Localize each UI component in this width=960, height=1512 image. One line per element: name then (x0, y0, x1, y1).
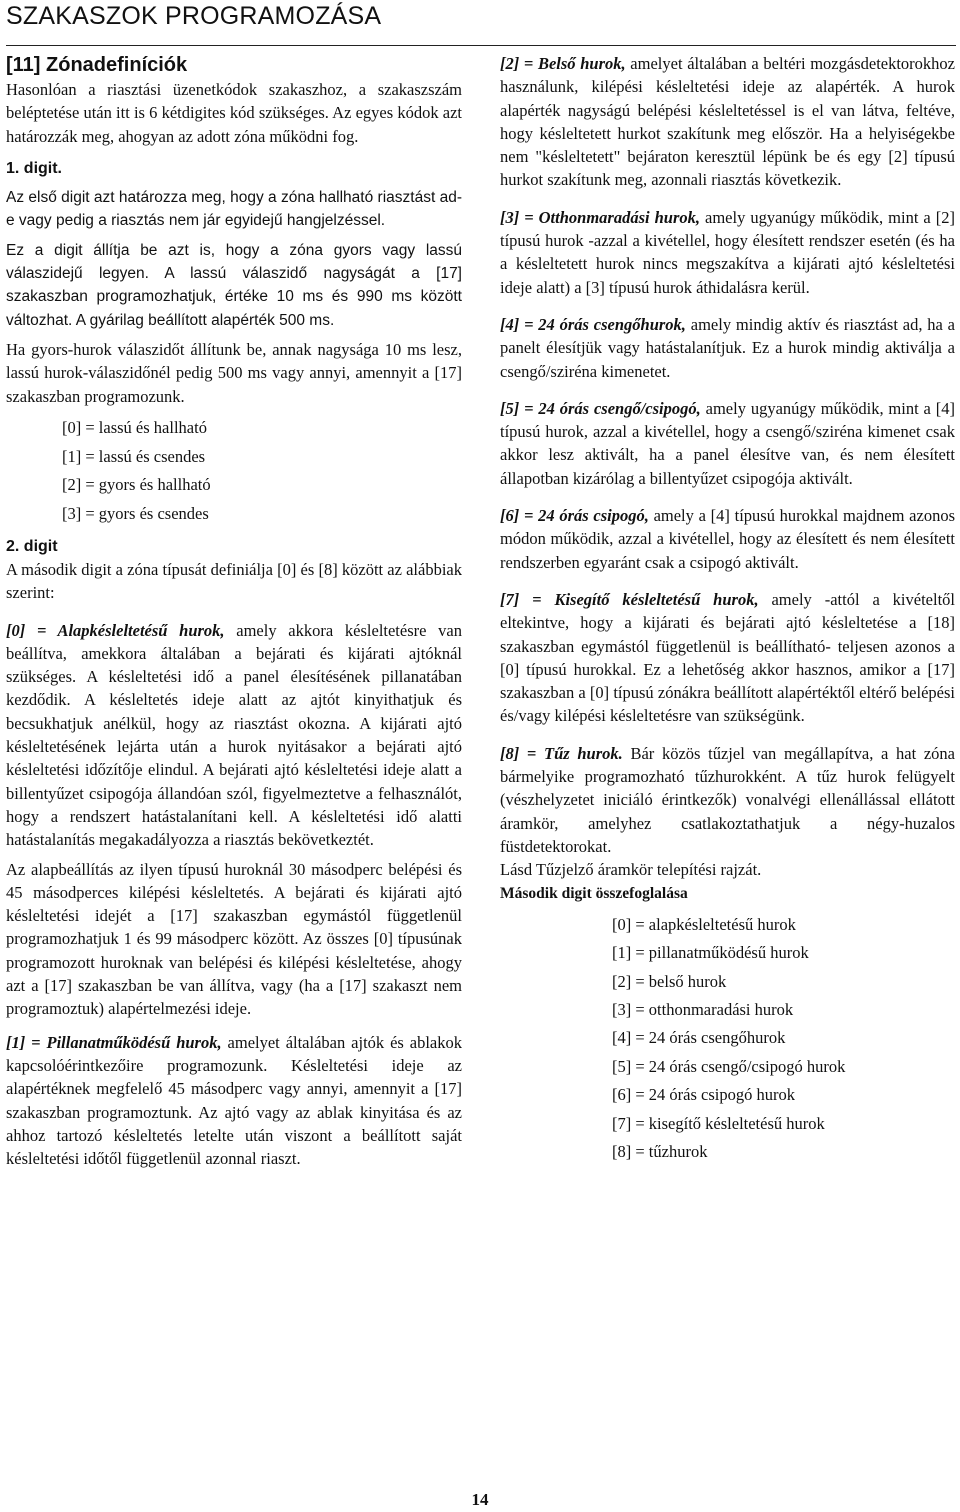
page-number: 14 (471, 1490, 489, 1509)
def7-term: [7] = Kisegítő késleltetésű hurok, (500, 589, 759, 609)
def7-paragraph (500, 588, 955, 728)
summary-item: [6] = 24 órás csipogó hurok (612, 1085, 795, 1105)
def2-paragraph (500, 52, 955, 192)
summary-item: [8] = tűzhurok (612, 1142, 708, 1162)
def6-term: [6] = 24 órás csipogó, (500, 506, 649, 526)
def0-paragraph-2: Az alapbeállítás az ilyen típusú huroknál 30 másodperc belépési és 45 másodperces kilépési késleltetés. A bejárati és kijárati ajtó késleltetési idejét a [17] szakaszban egymástól függetlenül programozhatjuk 1 és 99 másodperc között. Az összes [0] típusúnak programozott huroknak van belépési és kilépési késleltetése, ahogy azt a [17] szakaszban be van állítva, vagy (ha a [17] szakaszt nem programoztuk) alapértelmezési ideje. (6, 859, 462, 1019)
def3-text: amely ugyanúgy működik, mint a [2] típusú hurok -azzal a kivétellel, hogy élesített rendszer esetén (és ha a késleltetett hurok nincs megszakítva a kijárati ajtó késleltetési ideje alatt) a [3] típusú hurok áthidalásra kerül. (500, 207, 955, 297)
def5-paragraph (500, 397, 955, 490)
digit1-paragraph-2: Ez a digit állítja be azt is, hogy a zóna gyors vagy lassú válaszidejű legyen. A lassú válaszidő nagyságát a [17] szakaszban programozhatjuk, értéke 10 ms és 990 ms között változhat. A gyárilag beállított alapérték 500 ms. (6, 241, 462, 329)
digit1-title: 1. digit. (6, 159, 62, 177)
digit1-paragraph-3: Ha gyors-hurok válaszidőt állítunk be, annak nagysága 10 ms lesz, lassú hurok-válaszidőnél pedig 500 ms vagy annyi, amennyit a [17] szakaszban programozunk. (6, 339, 462, 406)
def8-reference: Lásd Tűzjelző áramkör telepítési rajzát. (500, 860, 762, 880)
def4-term: [4] = 24 órás csengőhurok, (500, 314, 686, 334)
def4-paragraph (500, 313, 955, 383)
def8-paragraph (500, 742, 955, 858)
summary-item: [0] = alapkésleltetésű hurok (612, 914, 796, 934)
header-rule (6, 45, 956, 46)
summary-item: [5] = 24 órás csengő/csipogó hurok (612, 1056, 846, 1076)
intro-paragraph: Hasonlóan a riasztási üzenetkódok szakaszhoz, a szakaszszám beléptetése után itt is 6 kétdigites kód szükséges. Az egyes kódok azt határozzák meg, ahogyan az adott zóna működni fog. (6, 80, 462, 146)
def2-text: amelyet általában a beltéri mozgásdetektorokhoz használunk, kilépési késleltetési ideje az alapérték. A hurok alapérték nagyságú belépési késleltetéssel is el van látva, feltéve, hogy késleltetett hurkot szakítunk meg először. Ha a helyiségekbe nem "késleltetett" bejáraton keresztül lépünk be és egy [2] típusú hurkot szakítunk meg, azonnali riasztás következik. (500, 54, 956, 190)
digit2-title: 2. digit (6, 537, 58, 555)
digit1-option: [1] = lassú és csendes (62, 446, 206, 466)
def2-term: [2] = Belső hurok, (500, 54, 626, 73)
def0-term: [0] = Alapkésleltetésű hurok, (6, 620, 225, 640)
def8-term: [8] = Tűz hurok. (500, 743, 623, 763)
digit1-options-list (62, 414, 462, 529)
def6-text: amely a [4] típusú hurokkal majdnem azonos módon működik, azzal a kivétellel, hogy az élesített és nem élesített rendszerben egyaránt csak a csipogó aktivált. (500, 506, 956, 572)
def3-term: [3] = Otthonmaradási hurok, (500, 207, 700, 227)
def7-text: amely -attól a kivételtől eltekintve, hogy a kijárati és bejárati ajtó késleltetése a [18] szakaszban egymástól függetlenül is beállítható- teljesen azonos a [0] típusú hurokkal. Ez a lehetőség akkor hasznos, amikor a [17] szakaszban a [0] típusú zónákra beállított alapértéktől eltérő belépési és/vagy kilépési késleltetésre van szükségünk. (500, 589, 955, 726)
summary-item: [4] = 24 órás csengőhurok (612, 1028, 786, 1048)
digit1-option: [2] = gyors és hallható (62, 475, 211, 495)
digit1-option: [0] = lassú és hallható (62, 417, 207, 437)
def3-paragraph (500, 206, 955, 299)
def1-text: amelyet általában ajtók és ablakok kapcsolóérintkezőire programozunk. Késleltetési ideje az alapértéknek megfelelő 45 másodperc vagy annyi, amennyit a [17] szakaszban programoztunk. Az ajtó vagy az ablak kinyitása és az ahhoz tartozó késleltetés letelte után viszont a beállított saját késleltetési időtől függetlenül azonnal riaszt. (6, 1032, 462, 1169)
summary-item: [3] = otthonmaradási hurok (612, 1000, 794, 1020)
summary-title: Második digit összefoglalása (500, 884, 688, 902)
digit1-paragraph-1: Az első digit azt határozza meg, hogy a zóna hallható riasztást ad-e vagy pedig a riasztás nem jár egyidejű hangjelzéssel. (6, 189, 462, 230)
page-header-title: SZAKASZOK PROGRAMOZÁSA (6, 2, 382, 30)
def5-term: [5] = 24 órás csengő/csipogó, (500, 398, 701, 418)
def1-paragraph (6, 1031, 462, 1171)
right-column (500, 52, 955, 1166)
left-column (6, 52, 462, 1170)
def8-text: Bár közös tűzjel van megállapítva, a hat zóna bármelyike programozható tűzhurokként. A tűz hurok felügyelt (vészhelyzetet iniciáló érintkezők) vonalvégi ellenállással ellátott áramkör, amelyhez csatlakoztathatjuk a négy-huzalos füstdetektorokat. (500, 743, 956, 856)
summary-item: [1] = pillanatműködésű hurok (612, 943, 809, 963)
summary-list (612, 911, 955, 1167)
def0-text: amely akkora késleltetésre van beállítva, amekkora általában a bejárati és kijárati ajtóknál szükséges. A késleltetési idő a panel élesítésének pillanatában kezdődik. A késleltetés ideje alatt az ajtót kinyithatjuk és becsukhatjuk anélkül, hogy az riasztást okozna. A kijárati ajtó késleltetésének lejárta után a hurok nyitásakor a bejárati ajtó késleltetési időzítője elindul. A bejárati ajtó késleltetési ideje alatt a billentyűzet csipogója állandóan szól, figyelmeztetve a felhasználót, hogy a rendszert hatástalanítani kell. A késleltetési idő alatti hatástalanítás megakadályozza a riasztás bekövetkeztét. (6, 620, 462, 850)
def0-paragraph (6, 619, 462, 852)
summary-item: [7] = kisegítő késleltetésű hurok (612, 1113, 825, 1133)
section-title: [11] Zónadefiníciók (6, 54, 188, 76)
def4-text: amely mindig aktív és riasztást ad, ha a panelt élesítjük vagy hatástalanítjuk. Ez a hurok mindig aktiválja a csengő/sziréna kimenetet. (500, 314, 955, 381)
def6-paragraph (500, 504, 955, 574)
summary-item: [2] = belső hurok (612, 971, 727, 991)
def5-text: amely ugyanúgy működik, mint a [4] típusú hurok, azzal a kivétellel, hogy a csengő/sziréna kimenet csak akkor lesz aktivált, ha a panel élesítve van, és nem élesített állapotban kizárólag a billentyűzet csipogója aktivált. (500, 398, 955, 488)
def1-term: [1] = Pillanatműködésű hurok, (6, 1032, 222, 1052)
digit1-option: [3] = gyors és csendes (62, 503, 209, 523)
digit2-intro: A második digit a zóna típusát definiálja [0] és [8] között az alábbiak szerint: (6, 559, 462, 603)
